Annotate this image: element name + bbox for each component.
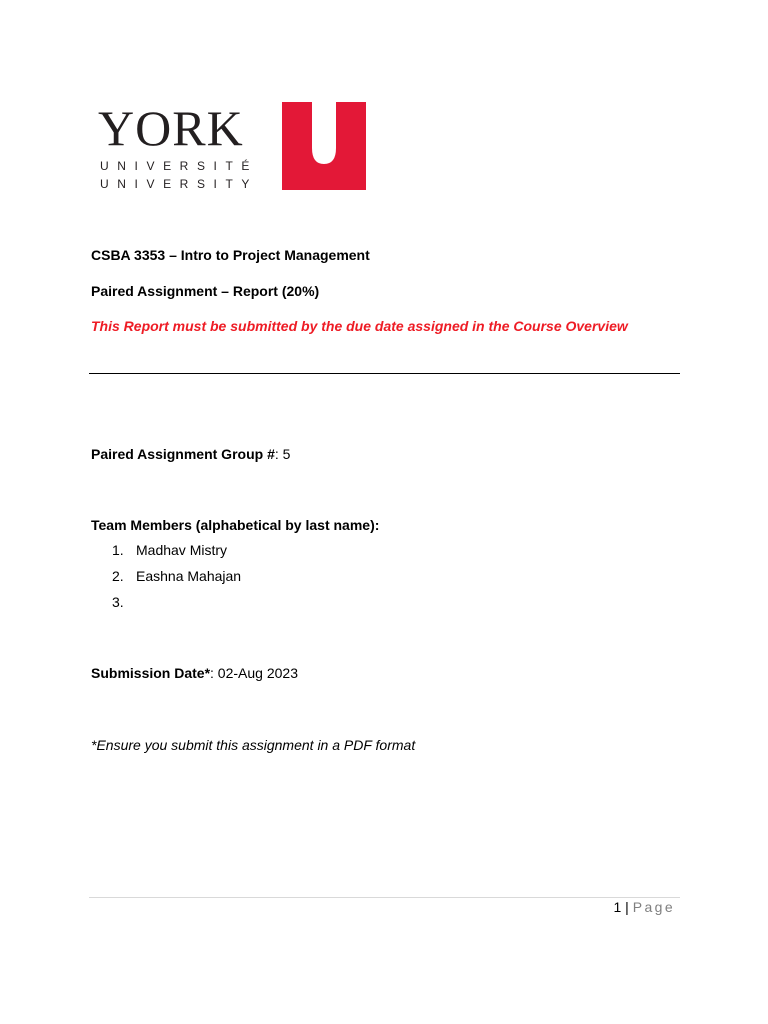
page-word: Page [632,899,675,915]
submission-value: : 02-Aug 2023 [210,665,298,681]
page-number: 1 [613,899,622,915]
assignment-title: Paired Assignment – Report (20%) [91,283,320,299]
submission-line [91,664,298,682]
york-university-logo [96,100,368,192]
section-divider [89,373,680,374]
submission-label: Submission Date* [91,665,211,681]
list-item [112,567,241,593]
due-date-notice: This Report must be submitted by the due date assigned in the Course Overview [91,318,628,334]
team-members-list [112,541,241,619]
pdf-format-note: *Ensure you submit this assignment in a PDF format [91,737,416,753]
page-separator: | [621,899,633,915]
list-item-number: 2. [112,568,124,584]
group-label: Paired Assignment Group # [91,446,275,462]
team-member-name: Eashna Mahajan [136,568,242,584]
list-item-number: 1. [112,542,124,558]
group-line [91,445,290,463]
logo-wordmark: YORK [98,100,244,156]
list-item [112,593,241,619]
list-item [112,541,241,567]
page-footer [613,898,675,916]
group-value: : 5 [274,446,291,462]
logo-line-english: UNIVERSITY [100,177,259,191]
york-u-mark-icon [282,102,366,190]
list-item-number: 3. [112,594,124,610]
logo-line-french: UNIVERSITÉ [100,159,259,173]
footer-divider [89,897,680,898]
team-members-label: Team Members (alphabetical by last name): [91,517,380,533]
course-title: CSBA 3353 – Intro to Project Management [91,247,370,263]
team-member-name: Madhav Mistry [136,542,228,558]
